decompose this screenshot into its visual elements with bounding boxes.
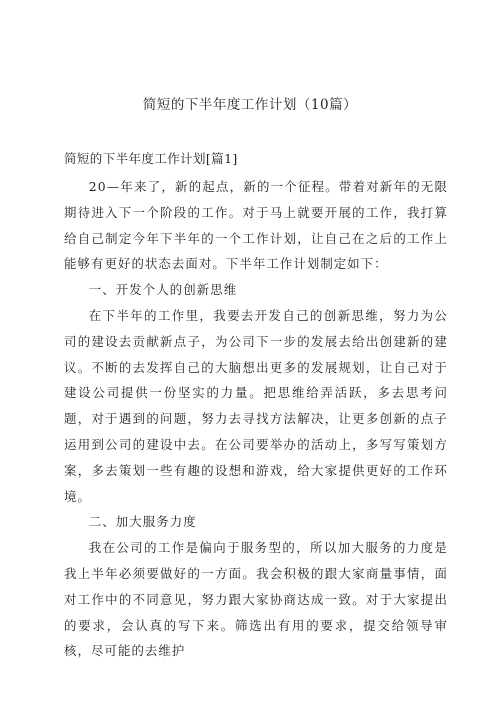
subheading-service: 二、加大服务力度	[88, 514, 197, 530]
document-body	[64, 174, 448, 664]
innovation-paragraph: 在下半年的工作里，我要去开发自己的创新思维，努力为公司的建设去贡献新点子，为公司下一步的发展去给出创建新的建议。不断的去发挥自己的大脑想出更多的发展规划，让自己对于建设公司提供一份坚实的力量。把思维给弄活跃，多去思考问题，对于遇到的问题，努力去寻找方法解决，让更多创新的点子运用到公司的建设中去。在公司要举办的活动上，多写写策划方案，多去策划一些有趣的设想和游戏，给大家提供更好的工作环境。	[64, 307, 448, 504]
subheading-innovation: 一、开发个人的创新思维	[88, 282, 238, 298]
document-title: 简短的下半年度工作计划（10篇）	[142, 97, 358, 113]
service-paragraph: 我在公司的工作是偏向于服务型的，所以加大服务的力度是我上半年必须要做好的一方面。我会积极的跟大家商量事情，面对工作中的不同意见，努力跟大家协商达成一致。对于大家提出的要求，会认真的写下来。筛选出有用的要求，提交给领导审核，尽可能的去维护	[64, 540, 448, 659]
section-heading: 简短的下半年度工作计划[篇1]	[64, 151, 238, 166]
intro-paragraph: 20—年来了，新的起点，新的一个征程。带着对新年的无限期待进入下一个阶段的工作。对于马上就要开展的工作，我打算给自己制定今年下半年的一个工作计划，让自己在之后的工作上能够有更好的状态去面对。下半年工作计划制定如下：	[64, 179, 448, 272]
